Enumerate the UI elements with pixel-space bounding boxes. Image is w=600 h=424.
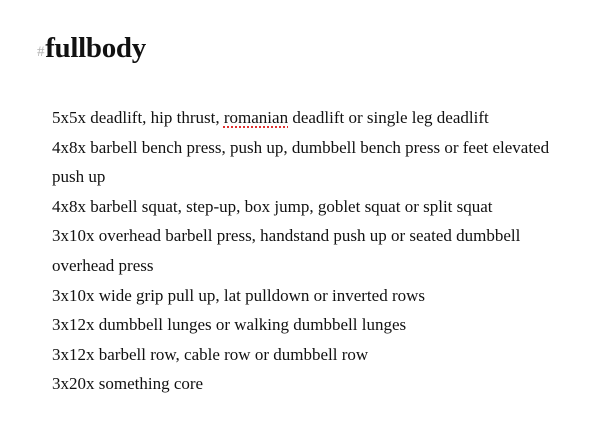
tag-name: fullbody xyxy=(45,32,146,64)
note-line-1-start: 5x5x deadlift, hip thrust, xyxy=(52,108,224,127)
misspelled-word[interactable]: romanian xyxy=(223,108,289,127)
note-title-tag[interactable] xyxy=(37,30,146,70)
hashtag-symbol: # xyxy=(37,44,45,60)
note-line-9[interactable]: 3x12x barbell row, cable row or dumbbell row xyxy=(52,344,369,364)
note-line-6[interactable]: overhead press xyxy=(52,255,154,275)
note-body[interactable] xyxy=(52,103,572,399)
note-line-8[interactable]: 3x12x dumbbell lunges or walking dumbbell lunges xyxy=(52,315,407,335)
note-line-1[interactable] xyxy=(52,103,572,133)
note-line-2[interactable]: 4x8x barbell bench press, push up, dumbbell bench press or feet elevated xyxy=(52,137,550,157)
note-line-10[interactable]: 3x20x something core xyxy=(52,374,204,394)
note-line-4[interactable]: 4x8x barbell squat, step-up, box jump, goblet squat or split squat xyxy=(52,196,493,216)
note-line-5[interactable]: 3x10x overhead barbell press, handstand push up or seated dumbbell xyxy=(52,226,521,246)
note-line-7[interactable]: 3x10x wide grip pull up, lat pulldown or inverted rows xyxy=(52,285,426,305)
note-line-3[interactable]: push up xyxy=(52,167,106,187)
note-line-1-end: deadlift or single leg deadlift xyxy=(288,108,489,127)
